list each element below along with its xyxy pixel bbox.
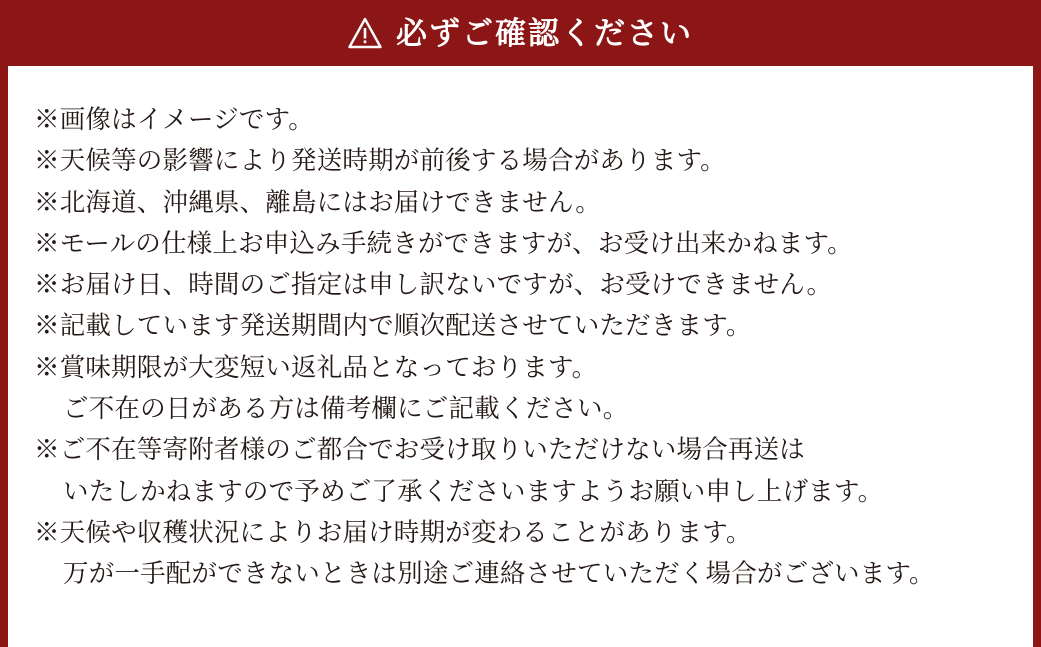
notice-line: ご不在の日がある方は備考欄にご記載ください。 [63, 395, 629, 424]
notice-header-title: 必ずご確認ください [396, 15, 693, 51]
notice-line: ※記載しています発送期間内で順次配送させていただきます。 [34, 312, 752, 341]
notice-line: 万が一手配ができないときは別途ご連絡させていただく場合がございます。 [63, 560, 935, 589]
notice-line: ※画像はイメージです。 [34, 106, 314, 134]
warning-triangle-icon [348, 17, 382, 49]
notice-line: ※北海道、沖縄県、離島にはお届けできません。 [34, 188, 601, 217]
notice-line: ※天候等の影響により発送時期が前後する場合があります。 [34, 147, 726, 176]
notice-body [8, 66, 1033, 647]
notice-line: ※天候や収穫状況によりお届け時期が変わることがあります。 [34, 518, 752, 547]
notice-line: ※モールの仕様上お申込み手続きができますが、お受け出来かねます。 [34, 229, 853, 258]
bottom-strip [8, 639, 1033, 647]
notice-line: ※賞味期限が大変短い返礼品となっております。 [34, 353, 598, 382]
notice-line: ※ご不在等寄附者様のご都合でお受け取りいただけない場合再送は [34, 436, 806, 465]
notice-line: ※お届け日、時間のご指定は申し訳ないですが、お受けできません。 [34, 271, 833, 300]
notice-line: いたしかねますので予めご了承くださいますようお願い申し上げます。 [63, 477, 884, 506]
notice-header [0, 0, 1041, 66]
